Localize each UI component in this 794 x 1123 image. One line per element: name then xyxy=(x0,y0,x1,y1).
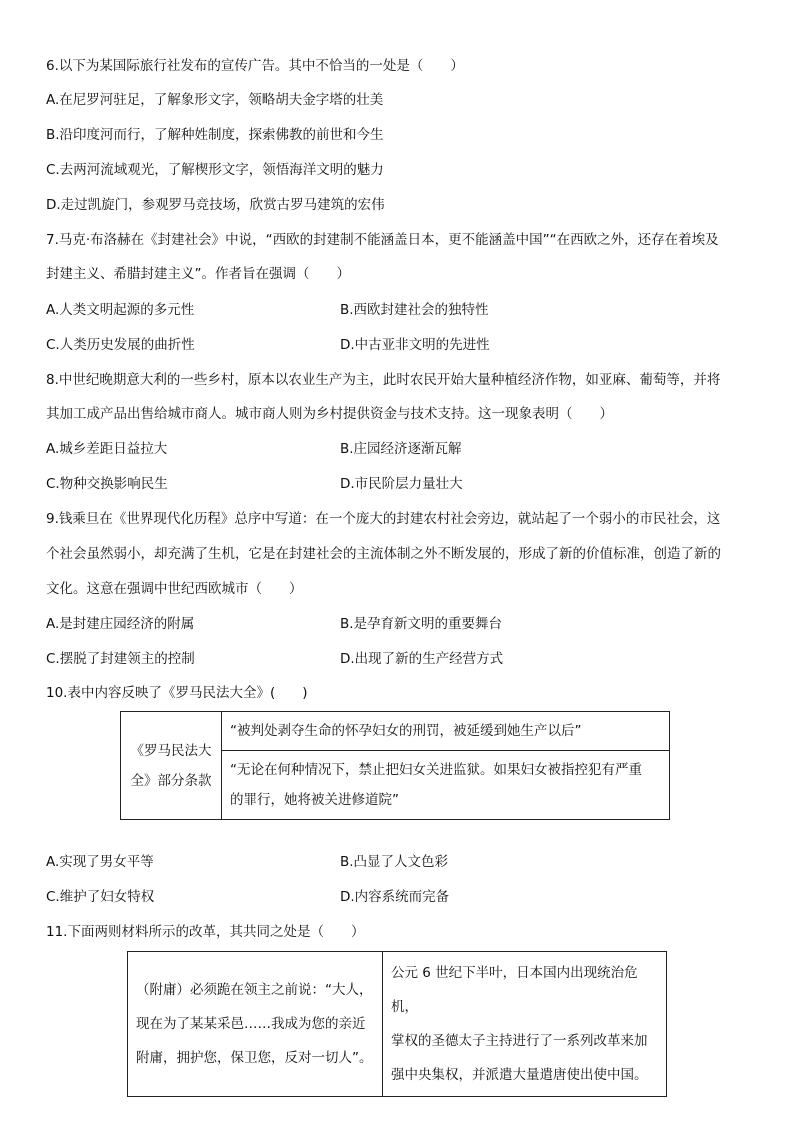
q11-stem: 11.下面两则材料所示的改革，其共同之处是（ ） xyxy=(46,924,365,940)
q10-table xyxy=(120,711,670,820)
q10-option-b: B.凸显了人文色彩 xyxy=(340,854,449,870)
q6-option-d: D.走过凯旋门，参观罗马竞技场，欣赏古罗马建筑的宏伟 xyxy=(46,197,385,213)
q6-option-a: A.在尼罗河驻足，了解象形文字，领略胡夫金字塔的壮美 xyxy=(46,92,384,108)
q7-option-b: B.西欧封建社会的独特性 xyxy=(340,302,489,318)
q11-right-line1: 公元 6 世纪下半叶，日本国内出现统治危机， xyxy=(391,965,638,1015)
q7-option-a: A.人类文明起源的多元性 xyxy=(46,302,195,318)
q8-stem-line1: 8.中世纪晚期意大利的一些乡村，原本以农业生产为主，此时农民开始大量种植经济作物，如亚麻、葡萄等，并将 xyxy=(46,372,721,388)
q9-option-a: A.是封建庄园经济的附属 xyxy=(46,616,195,632)
q8-stem-line2: 其加工成产品出售给城市商人。城市商人则为乡村提供资金与技术支持。这一现象表明（ ） xyxy=(46,406,613,422)
q10-table-label xyxy=(121,712,222,820)
q10-table-row1 xyxy=(222,712,670,751)
q11-left-line2: 现在为了某某采邑……我成为您的亲近 xyxy=(136,1016,366,1032)
q10-table-label-line2: 全》部分条款 xyxy=(130,772,212,789)
q9-stem-line2: 个社会虽然弱小，却充满了生机，它是在封建社会的主流体制之外不断发展的，形成了新的价值标准，创造了新的 xyxy=(46,546,721,562)
q11-left-line3: 附庸，拥护您，保卫您，反对一切人”。 xyxy=(136,1050,373,1066)
q10-table-row2-line1: “无论在何种情况下，禁止把妇女关进监狱。如果妇女被指控犯有严重 xyxy=(230,762,642,778)
q10-option-d: D.内容系统而完备 xyxy=(340,889,450,905)
q10-table-label-line1: 《罗马民法大 xyxy=(130,742,212,759)
q11-right-line3: 强中央集权，并派遣大量遣唐使出使中国。 xyxy=(391,1067,648,1083)
q11-table xyxy=(127,951,667,1097)
q7-stem-line2: 封建主义、希腊封建主义”。作者旨在强调（ ） xyxy=(46,266,350,282)
q11-right-line2: 掌权的圣德太子主持进行了一系列改革来加 xyxy=(391,1033,648,1049)
q8-option-a: A.城乡差距日益拉大 xyxy=(46,441,168,457)
q7-option-d: D.中古亚非文明的先进性 xyxy=(340,337,490,353)
q10-table-row2-line2: 的罪行，她将被关进修道院” xyxy=(230,792,399,808)
q9-option-c: C.摆脱了封建领主的控制 xyxy=(46,651,195,667)
q9-option-d: D.出现了新的生产经营方式 xyxy=(340,651,504,667)
q6-option-b: B.沿印度河而行，了解种姓制度，探索佛教的前世和今生 xyxy=(46,127,384,143)
q6-option-c: C.去两河流域观光，了解楔形文字，领悟海洋文明的魅力 xyxy=(46,162,384,178)
q9-stem-line3: 文化。这意在强调中世纪西欧城市（ ） xyxy=(46,581,303,597)
q7-option-c: C.人类历史发展的曲折性 xyxy=(46,337,195,353)
q10-option-a: A.实现了男女平等 xyxy=(46,854,154,870)
q9-stem-line1: 9.钱乘旦在《世界现代化历程》总序中写道：在一个庞大的封建农村社会旁边，就站起了一个弱小的市民社会，这 xyxy=(46,511,721,527)
q8-option-d: D.市民阶层力量壮大 xyxy=(340,476,463,492)
q8-option-c: C.物种交换影响民生 xyxy=(46,476,168,492)
q11-material-left xyxy=(128,952,383,1097)
q10-stem: 10.表中内容反映了《罗马民法大全》( ) xyxy=(46,685,308,701)
q10-table-row2 xyxy=(222,751,670,820)
q10-table-row1-text: “被判处剥夺生命的怀孕妇女的刑罚，被延缓到她生产以后” xyxy=(230,723,582,739)
q8-option-b: B.庄园经济逐渐瓦解 xyxy=(340,441,462,457)
q9-option-b: B.是孕育新文明的重要舞台 xyxy=(340,616,503,632)
q10-option-c: C.维护了妇女特权 xyxy=(46,889,155,905)
q6-stem: 6.以下为某国际旅行社发布的宣传广告。其中不恰当的一处是（ ） xyxy=(46,58,464,74)
q7-stem-line1: 7.马克·布洛赫在《封建社会》中说，“西欧的封建制不能涵盖日本，更不能涵盖中国”“在西欧之外，还存在着埃及 xyxy=(46,232,719,248)
q11-left-line1: （附庸）必须跪在领主之前说：“大人， xyxy=(136,982,373,998)
q11-material-right xyxy=(383,952,667,1097)
